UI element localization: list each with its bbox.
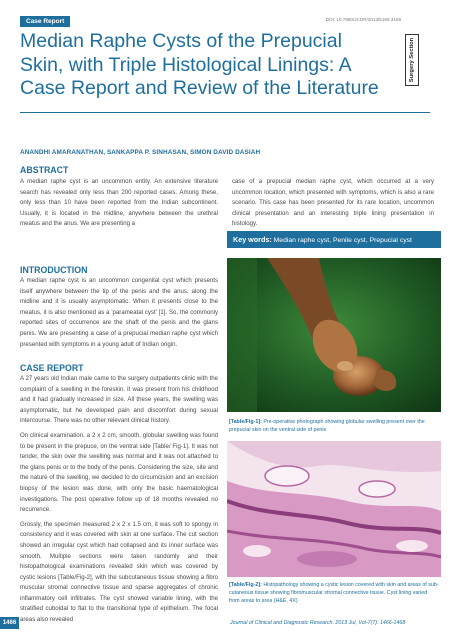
figure-1-caption-text: Pre-operative photograph showing globular swelling present over the prepucial skin on the ventral side of penis <box>229 419 425 433</box>
clinical-photo-image <box>227 258 441 412</box>
figure-1-label: [Table/Fig-1]: <box>229 419 262 425</box>
figure-1-caption <box>229 418 439 434</box>
keywords-label: Key words: <box>233 235 272 244</box>
keywords-bar <box>227 231 441 248</box>
author-list: ANANDHI AMARANATHAN, SANKAPPA P. SINHASAN, SIMON DAVID DASIAH <box>20 149 261 156</box>
page-number: 1466 <box>0 617 19 629</box>
case-paragraph: A 27 years old Indian male came to the surgery outpatients clinic with the complaint of a swelling in the foreskin. It was present from his childhood and it had gradually increased in size. All these years, the swelling was asymptomatic, but he developed pain and discomfort during sexual intercourse. There was no other relevant clinical history. <box>20 375 218 425</box>
figure-2-label: [Table/Fig-2]: <box>229 582 262 588</box>
keywords-text: Median raphe cyst, Penile cyst, Prepucial cyst <box>273 237 412 244</box>
histology-image <box>227 441 441 577</box>
section-tab <box>405 34 419 86</box>
case-report-text <box>20 374 218 630</box>
case-report-heading: CASE REPORT <box>20 363 84 373</box>
abstract-left-column: A median raphe cyst is an uncommon entity. An extensive literature search has revealed only less than 200 reported cases. Among these, only less than 10 have been reported from the Indian subcontinent. Usually, it is located in the midline, anywhere between the urethral meatus and the anus. We are presenting a <box>20 178 218 228</box>
abstract-right-column: case of a prepucial median raphe cyst, which occurred at a very uncommon location, which presented with symptoms, which is also a rare scenario. This case has been presented for its rare location, uncommon clinical presentation and an interesting triple lining presentation in histology. <box>232 178 434 228</box>
introduction-text: A median raphe cyst is an uncommon congenital cyst which presents itself anywhere between the tip of the penis and the anus, along the midline and it is usually asymptomatic. When it presents close to the meatus, it is also mentioned as a 'parameatal cyst' [1]. So, the commonly reported sites of occurrence are the shaft of the penis and the glans penis. We are presenting a case of a prepucial median raphe cyst which presented with symptoms in a young adult of Indian origin. <box>20 277 218 348</box>
doi-text: DOI: 10.7860/JCDR/2013/5168.3159 <box>325 17 401 22</box>
case-paragraph: Grossly, the specimen measured 2 x 2 x 1.5 cm, it was soft to spongy in consistency and it was covered with skin at one surface. The cut section showed an irregular cyst which had collapsed and its inner surface was smooth. Multiple sections were taken randomly and their histopathological examinations revealed skin which was covered by cystic lesions [Table/Fig-2], with the subcutaneous tissue showing a fibro muscular stromal connective tissue and sparse aggregates of chronic inflammatory cell infiltrates. The cyst showed variable lining, with the stratified cuboidal to flat to the transitional type of epithelium. The focal areas also revealed <box>20 520 218 624</box>
figure-2-caption-text: Histopathology showing a cystic lesion covered with skin and areas of sub-cutaneous tissue showing fibromuscular stromal connective tissue. Cyst lining varied from areas to area (H&E, 4X) <box>229 582 439 604</box>
article-title: Median Raphe Cysts of the Prepucial Skin, with Triple Histological Linings: A Case Report and Review of the Literature <box>20 30 379 99</box>
abstract-heading: ABSTRACT <box>20 165 69 175</box>
journal-citation: Journal of Clinical and Diagnostic Research. 2013 Jul, Vol-7(7): 1466-1468 <box>230 620 406 626</box>
figure-2-histology <box>227 441 441 577</box>
introduction-heading: INTRODUCTION <box>20 265 88 275</box>
figure-1-photo <box>227 258 441 412</box>
article-type-tag: Case Report <box>20 16 70 27</box>
figure-2-caption <box>229 581 439 605</box>
title-divider <box>20 112 430 113</box>
case-paragraph: On clinical examination, a 2 x 2 cm, smooth, globular swelling was found to be present in the prepuce, on the ventral side [Table/ Fig-1]. It was not tender, the skin over the swelling was normal and it was not attached to the glans penis or to the body of the penis. Considering the size, site and the nature of the swelling, we decided to do circumcision and an excision biopsy of the lesion was done, with only the basic haematological investigations. The post operative follow up of 18 months revealed no recurrence. <box>20 431 218 514</box>
section-label: Surgery Section <box>409 37 415 83</box>
